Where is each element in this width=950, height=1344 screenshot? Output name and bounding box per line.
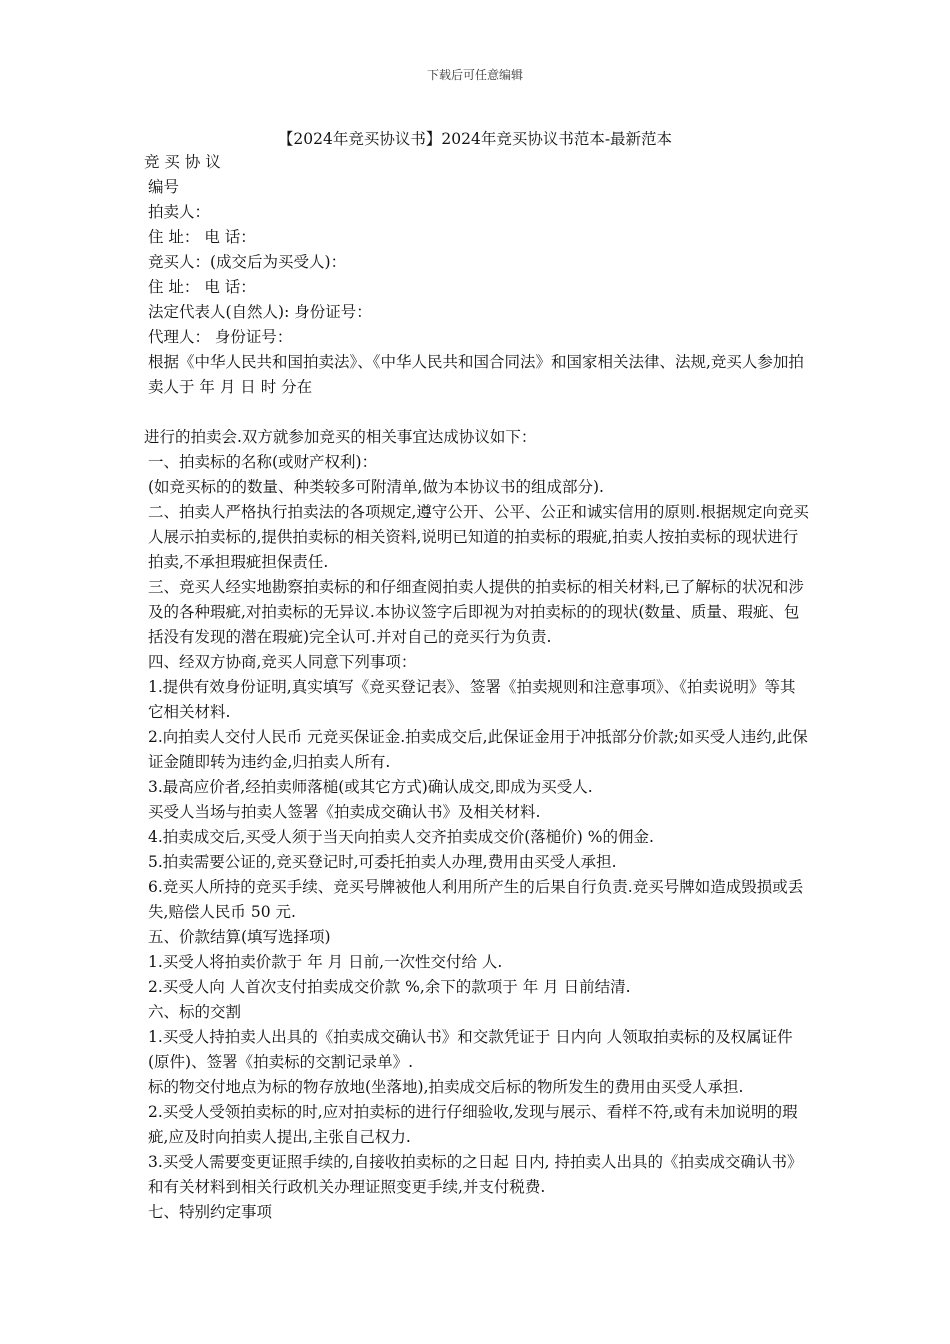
paragraph: 竞买人：(成交后为买受人)：: [148, 253, 347, 271]
paragraph: (如竞买标的的数量、种类较多可附清单,做为本协议书的组成部分).: [148, 478, 604, 496]
paragraph: 法定代表人(自然人): 身份证号：: [148, 303, 372, 321]
paragraph: 代理人： 身份证号：: [148, 328, 293, 346]
paragraph: 1.买受人持拍卖人出具的《拍卖成交确认书》和交款凭证于 日内向 人领取拍卖标的及权属证件(原件)、签署《拍卖标的交割记录单》.: [148, 1028, 793, 1071]
paragraph: 1.提供有效身份证明,真实填写《竞买登记表》、签署《拍卖规则和注意事项》、《拍卖说明》等其它相关材料.: [148, 678, 796, 721]
paragraph: 编号: [148, 178, 180, 196]
paragraph: 住 址： 电 话：: [148, 228, 256, 246]
paragraph: 3.最高应价者,经拍卖师落槌(或其它方式)确认成交,即成为买受人.: [148, 778, 593, 796]
paragraph: 4.拍卖成交后,买受人须于当天向拍卖人交齐拍卖成交价(落槌价) %的佣金.: [148, 828, 654, 846]
paragraph: 七、特别约定事项: [148, 1203, 273, 1221]
paragraph: 住 址： 电 话：: [148, 278, 256, 296]
paragraph: 根据《中华人民共和国拍卖法》、《中华人民共和国合同法》和国家相关法律、法规,竞买人参加拍卖人于 年 月 日 时 分在: [148, 353, 804, 396]
paragraph: 标的物交付地点为标的物存放地(坐落地),拍卖成交后标的物所发生的费用由买受人承担.: [148, 1078, 744, 1096]
paragraph: [144, 400, 810, 425]
paragraph: 六、标的交割: [148, 1003, 242, 1021]
document-body: [144, 150, 810, 1225]
paragraph: 2.买受人受领拍卖标的时,应对拍卖标的进行仔细验收,发现与展示、看样不符,或有未加说明的瑕疵,应及时向拍卖人提出,主张自己权力.: [148, 1103, 798, 1146]
paragraph: 5.拍卖需要公证的,竞买登记时,可委托拍卖人办理,费用由买受人承担.: [148, 853, 617, 871]
page-header-note: 下载后可任意编辑: [426, 68, 523, 82]
paragraph: 二、拍卖人严格执行拍卖法的各项规定,遵守公开、公平、公正和诚实信用的原则.根据规定向竞买人展示拍卖标的,提供拍卖标的相关资料,说明已知道的拍卖标的瑕疵,拍卖人按拍卖标的现状进行拍卖,不承担瑕疵担保责任.: [148, 503, 809, 571]
paragraph: 四、经双方协商,竞买人同意下列事项：: [148, 653, 417, 671]
paragraph: 3.买受人需要变更证照手续的,自接收拍卖标的之日起 日内, 持拍卖人出具的《拍卖成交确认书》和有关材料到相关行政机关办理证照变更手续,并支付税费.: [148, 1153, 803, 1196]
document-title: 【2024年竞买协议书】2024年竞买协议书范本-最新范本: [277, 130, 673, 148]
paragraph: 1.买受人将拍卖价款于 年 月 日前,一次性交付给 人.: [148, 953, 503, 971]
paragraph: 进行的拍卖会.双方就参加竞买的相关事宜达成协议如下：: [144, 428, 537, 446]
paragraph: 一、拍卖标的名称(或财产权利)：: [148, 453, 378, 471]
paragraph: 6.竞买人所持的竞买手续、竞买号牌被他人利用所产生的后果自行负责.竞买号牌如造成毁损或丢失,赔偿人民币 50 元.: [148, 878, 804, 921]
paragraph: 买受人当场与拍卖人签署《拍卖成交确认书》及相关材料.: [148, 803, 541, 821]
paragraph: 三、竞买人经实地勘察拍卖标的和仔细查阅拍卖人提供的拍卖标的相关材料,已了解标的状况和涉及的各种瑕疵,对拍卖标的无异议.本协议签字后即视为对拍卖标的的现状(数量、质量、瑕疵、包括没有发现的潜在瑕疵)完全认可.并对自己的竞买行为负责.: [148, 578, 804, 646]
paragraph: 五、价款结算(填写选择项): [148, 928, 331, 946]
paragraph: 2.买受人向 人首次支付拍卖成交价款 %,余下的款项于 年 月 日前结清.: [148, 978, 631, 996]
paragraph: 拍卖人：: [148, 203, 211, 221]
paragraph: 竞 买 协 议: [144, 153, 221, 171]
paragraph: 2.向拍卖人交付人民币 元竞买保证金.拍卖成交后,此保证金用于冲抵部分价款;如买受人违约,此保证金随即转为违约金,归拍卖人所有.: [148, 728, 808, 771]
